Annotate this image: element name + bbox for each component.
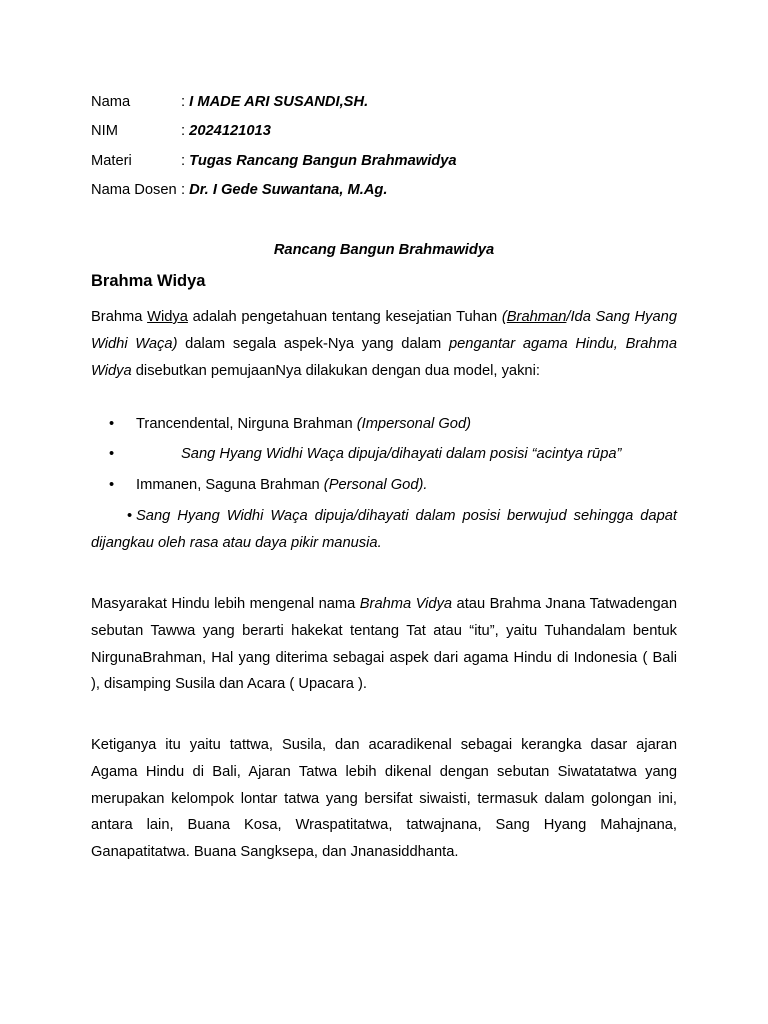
paragraph-intro [91,304,677,384]
text-run-italic: (Impersonal God) [356,416,471,432]
text-run-italic: ( [501,309,507,325]
text-run: Masyarakat Hindu lebih mengenal nama [91,596,360,612]
header-label: NIM [91,123,118,139]
bullet-text [181,441,621,468]
text-run: dalam segala aspek-Nya yang dalam [177,335,449,352]
paragraph-ketiganya: Ketiganya itu yaitu tattwa, Susila, dan acaradikenal sebagai kerangka dasar ajaran Agama Hindu di Bali, Ajaran Tatwa lebih dikenal dengan sebutan Siwatatatwa yang merupakan kelompok lontar tatwa yang bersifat siwaisti, termasuk dalam golongan ini, antara lain, Buana Kosa, Wraspatitatwa, tatwajnana, Sang Hyang Mahajnana, Ganapatitatwa. Buana Sangksepa, dan Jnanasiddhanta. [91,737,677,861]
text-run-italic-underlined: Brahman [506,309,567,325]
header-separator: : [181,123,190,139]
bullet-text [136,411,471,438]
header-separator: : [181,94,190,110]
text-run-italic: /Ida Sang Hyang Widhi Waça) [91,309,677,352]
text-run-italic: Sang Hyang Widhi Waça dipuja/dihayati dalam posisi “acintya rūpa” [181,446,622,462]
bullet-dot: • [109,477,115,493]
paragraph-brahma-vidya [91,591,677,698]
header-value [181,121,271,141]
header-label: Nama [91,94,131,110]
bullet-dot: • [127,508,133,524]
text-run-italic: Sang Hyang Widhi Waça dipuja/dihayati dalam posisi berwujud sehingga dapat dijangkau oleh rasa atau daya pikir manusia. [91,508,677,551]
bullet-dot: • [109,446,115,462]
lecturer-name: Dr. I Gede Suwantana, M.Ag. [189,182,388,198]
text-run: Brahma [91,309,148,325]
document-title: Rancang Bangun Brahmawidya [273,242,495,258]
header-label: Nama Dosen [91,182,177,198]
header-separator: : [181,153,190,169]
bullet-text [136,472,427,499]
header-value [181,151,457,171]
student-name: I MADE ARI SUSANDI,SH. [189,94,369,110]
bullet-dot: • [109,416,115,432]
text-run: Trancendental, Nirguna Brahman [136,416,357,432]
text-run-italic: (Personal God). [323,477,428,493]
text-run: Immanen, Saguna Brahman [136,477,324,493]
section-title: Brahma Widya [91,272,206,290]
student-nim: 2024121013 [189,123,271,139]
text-run: atau Brahma Jnana Tatwadengan sebutan Tawwa yang berarti hakekat tentang Tat atau “itu”, yaitu Tuhandalam bentuk NirgunaBrahman, Hal yang diterima sebagai aspek dari agama Hindu di Indonesia ( Bali ), disamping Susila dan Acara ( Upacara ). [91,596,678,693]
assignment-topic: Tugas Rancang Bangun Brahmawidya [189,153,457,169]
text-run-underlined: Widya [147,309,188,325]
header-value [181,180,388,200]
text-run-italic: pengantar agama Hindu, Brahma Widya [91,335,677,379]
header-label: Materi [91,153,132,169]
text-run: adalah pengetahuan tentang kesejatian Tuhan [187,309,502,325]
text-run-italic: Brahma Vidya [359,596,453,612]
bullet-item [91,503,677,557]
header-separator: : [181,182,190,198]
text-run: disebutkan pemujaanNya dilakukan dengan dua model, yakni: [131,362,540,379]
header-value [181,92,368,112]
